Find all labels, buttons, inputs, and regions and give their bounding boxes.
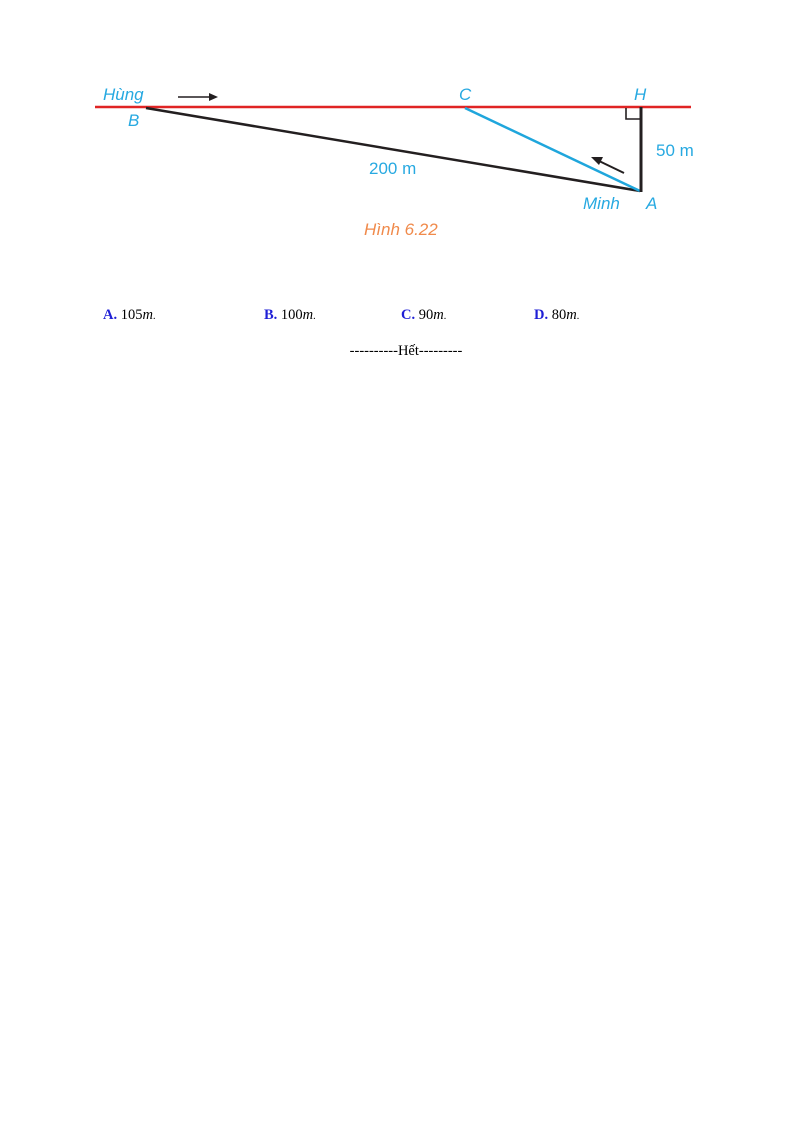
choice-value: 100: [280, 307, 303, 323]
choice-unit: m: [433, 307, 444, 323]
choice-letter: A.: [103, 307, 118, 323]
choice-dot: .: [576, 311, 580, 322]
choice-letter: B.: [264, 307, 278, 323]
figure-caption: Hình 6.22: [364, 220, 438, 239]
choice-value: 80: [551, 307, 567, 323]
choice-a[interactable]: [103, 307, 155, 324]
label-point-a: A: [646, 194, 658, 213]
label-distance-ha: 50 m: [656, 141, 694, 160]
choice-letter: C.: [401, 307, 416, 323]
end-of-test-mark: ----------Hết---------: [349, 343, 463, 359]
label-distance-ba: 200 m: [369, 159, 417, 178]
choice-letter: D.: [534, 307, 549, 323]
label-person-b: Hùng: [103, 85, 144, 104]
choice-dot: .: [313, 311, 316, 322]
label-point-h: H: [634, 85, 647, 104]
choice-d[interactable]: [534, 307, 579, 324]
choice-unit: m: [302, 307, 314, 323]
label-point-b: B: [128, 111, 140, 130]
choice-unit: m: [566, 307, 577, 323]
choice-dot: .: [152, 311, 156, 322]
choice-c[interactable]: [401, 307, 446, 324]
segment-ca: [465, 108, 640, 191]
choice-value: 105: [120, 307, 143, 323]
choice-value: 90: [418, 307, 434, 323]
label-point-c: C: [459, 85, 472, 104]
choice-b[interactable]: [264, 307, 316, 324]
geometry-figure: [0, 0, 794, 260]
right-angle-mark: [626, 108, 640, 119]
label-person-a: Minh: [583, 194, 620, 213]
choice-unit: m: [142, 307, 153, 323]
arrow-right-icon: [178, 93, 218, 101]
answer-choices: [0, 307, 794, 329]
choice-dot: .: [443, 311, 447, 322]
